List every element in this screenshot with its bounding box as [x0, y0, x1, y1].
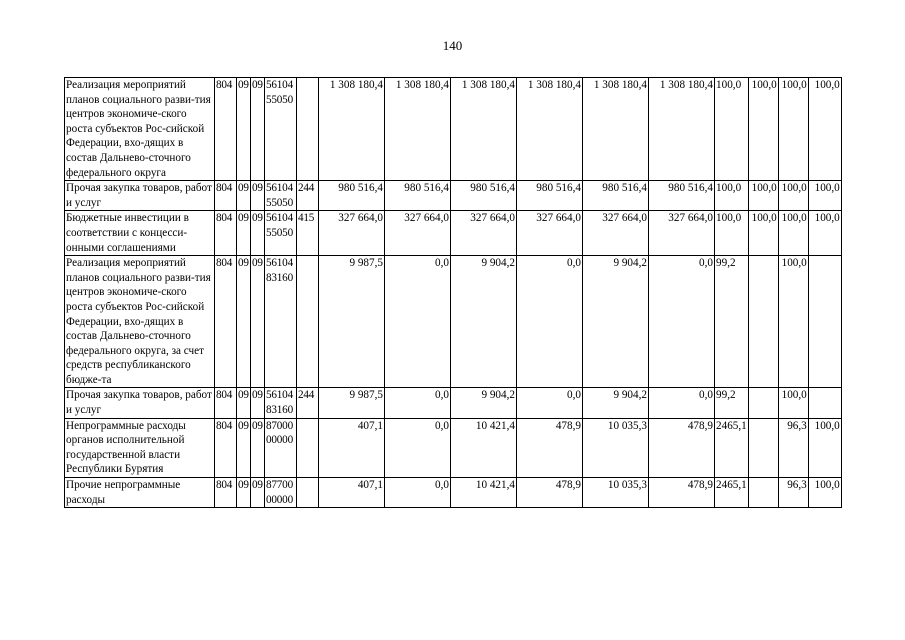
ministry-code-cell: 804	[215, 211, 237, 256]
subsection-code-cell: 09	[251, 211, 265, 256]
amount-cell-4: 327 664,0	[517, 211, 583, 256]
subsection-code-cell: 09	[251, 78, 265, 181]
percent-cell-3: 100,0	[778, 78, 808, 181]
amount-cell-2: 1 308 180,4	[385, 78, 451, 181]
percent-cell-2	[748, 478, 778, 508]
percent-cell-3: 100,0	[778, 211, 808, 256]
amount-cell-3: 9 904,2	[451, 388, 517, 418]
percent-cell-1: 2465,1	[715, 478, 749, 508]
expense-type-cell: 244	[297, 388, 319, 418]
percent-cell-4: 100,0	[808, 181, 841, 211]
page-number: 140	[442, 38, 463, 53]
target-article-cell: 87000 00000	[265, 418, 297, 477]
percent-cell-1: 100,0	[715, 78, 749, 181]
amount-cell-6: 478,9	[649, 418, 715, 477]
amount-cell-2: 0,0	[385, 418, 451, 477]
amount-cell-2: 0,0	[385, 388, 451, 418]
table-row	[65, 478, 842, 508]
subsection-code-cell: 09	[251, 418, 265, 477]
expense-type-cell: 415	[297, 211, 319, 256]
expense-type-cell	[297, 256, 319, 388]
percent-cell-1: 99,2	[715, 256, 749, 388]
ministry-code-cell: 804	[215, 388, 237, 418]
percent-cell-4: 100,0	[808, 78, 841, 181]
ministry-code-cell: 804	[215, 256, 237, 388]
amount-cell-6: 478,9	[649, 478, 715, 508]
amount-cell-6: 0,0	[649, 388, 715, 418]
amount-cell-3: 327 664,0	[451, 211, 517, 256]
target-article-cell: 56104 55050	[265, 78, 297, 181]
budget-table	[64, 77, 842, 508]
expense-type-cell	[297, 418, 319, 477]
percent-cell-3: 96,3	[778, 478, 808, 508]
percent-cell-2: 100,0	[748, 78, 778, 181]
amount-cell-4: 0,0	[517, 388, 583, 418]
ministry-code-cell: 804	[215, 418, 237, 477]
amount-cell-1: 1 308 180,4	[319, 78, 385, 181]
section-code-cell: 09	[237, 388, 251, 418]
amount-cell-5: 9 904,2	[583, 388, 649, 418]
amount-cell-4: 1 308 180,4	[517, 78, 583, 181]
amount-cell-5: 980 516,4	[583, 181, 649, 211]
table-row	[65, 388, 842, 418]
amount-cell-3: 980 516,4	[451, 181, 517, 211]
expense-type-cell	[297, 478, 319, 508]
table-row	[65, 418, 842, 477]
amount-cell-5: 10 035,3	[583, 478, 649, 508]
percent-cell-4: 100,0	[808, 211, 841, 256]
amount-cell-6: 980 516,4	[649, 181, 715, 211]
row-name-cell: Прочие непрограммные расходы	[65, 478, 215, 508]
subsection-code-cell: 09	[251, 181, 265, 211]
expense-type-cell	[297, 78, 319, 181]
amount-cell-3: 9 904,2	[451, 256, 517, 388]
percent-cell-3: 100,0	[778, 181, 808, 211]
percent-cell-2	[748, 388, 778, 418]
table-row	[65, 211, 842, 256]
row-name-cell: Прочая закупка товаров, работ и услуг	[65, 388, 215, 418]
amount-cell-1: 407,1	[319, 478, 385, 508]
table-body	[65, 78, 842, 508]
subsection-code-cell: 09	[251, 388, 265, 418]
row-name-cell: Прочая закупка товаров, работ и услуг	[65, 181, 215, 211]
section-code-cell: 09	[237, 181, 251, 211]
percent-cell-3: 100,0	[778, 388, 808, 418]
amount-cell-5: 327 664,0	[583, 211, 649, 256]
amount-cell-5: 10 035,3	[583, 418, 649, 477]
percent-cell-2	[748, 256, 778, 388]
section-code-cell: 09	[237, 478, 251, 508]
amount-cell-4: 478,9	[517, 418, 583, 477]
amount-cell-6: 0,0	[649, 256, 715, 388]
row-name-cell: Непрограммные расходы органов исполнительной государственной власти Республики Бурятия	[65, 418, 215, 477]
ministry-code-cell: 804	[215, 78, 237, 181]
ministry-code-cell: 804	[215, 478, 237, 508]
percent-cell-4: 100,0	[808, 418, 841, 477]
percent-cell-4	[808, 388, 841, 418]
table-row	[65, 78, 842, 181]
section-code-cell: 09	[237, 78, 251, 181]
amount-cell-3: 10 421,4	[451, 478, 517, 508]
ministry-code-cell: 804	[215, 181, 237, 211]
amount-cell-2: 980 516,4	[385, 181, 451, 211]
percent-cell-3: 96,3	[778, 418, 808, 477]
amount-cell-4: 478,9	[517, 478, 583, 508]
section-code-cell: 09	[237, 211, 251, 256]
section-code-cell: 09	[237, 256, 251, 388]
amount-cell-6: 327 664,0	[649, 211, 715, 256]
percent-cell-3: 100,0	[778, 256, 808, 388]
row-name-cell: Реализация мероприятий планов социального разви-тия центров экономиче-ского роста субъектов Рос-сийской Федерации, вхо-дящих в состав Дальнево-сточного федерального округа, за счет средств республиканского бюдже-та	[65, 256, 215, 388]
percent-cell-1: 100,0	[715, 181, 749, 211]
percent-cell-1: 2465,1	[715, 418, 749, 477]
amount-cell-5: 9 904,2	[583, 256, 649, 388]
amount-cell-5: 1 308 180,4	[583, 78, 649, 181]
subsection-code-cell: 09	[251, 256, 265, 388]
target-article-cell: 87700 00000	[265, 478, 297, 508]
percent-cell-4	[808, 256, 841, 388]
expense-type-cell: 244	[297, 181, 319, 211]
percent-cell-1: 100,0	[715, 211, 749, 256]
amount-cell-1: 980 516,4	[319, 181, 385, 211]
amount-cell-3: 10 421,4	[451, 418, 517, 477]
target-article-cell: 56104 83160	[265, 388, 297, 418]
target-article-cell: 56104 55050	[265, 211, 297, 256]
section-code-cell: 09	[237, 418, 251, 477]
percent-cell-2: 100,0	[748, 211, 778, 256]
amount-cell-2: 327 664,0	[385, 211, 451, 256]
row-name-cell: Реализация мероприятий планов социального разви-тия центров экономиче-ского роста субъектов Рос-сийской Федерации, вхо-дящих в состав Дальнево-сточного федерального округа	[65, 78, 215, 181]
amount-cell-1: 407,1	[319, 418, 385, 477]
amount-cell-1: 9 987,5	[319, 388, 385, 418]
amount-cell-3: 1 308 180,4	[451, 78, 517, 181]
table-row	[65, 181, 842, 211]
amount-cell-2: 0,0	[385, 478, 451, 508]
target-article-cell: 56104 83160	[265, 256, 297, 388]
percent-cell-2: 100,0	[748, 181, 778, 211]
row-name-cell: Бюджетные инвестиции в соответствии с концесси-онными соглашениями	[65, 211, 215, 256]
amount-cell-4: 980 516,4	[517, 181, 583, 211]
percent-cell-2	[748, 418, 778, 477]
amount-cell-6: 1 308 180,4	[649, 78, 715, 181]
amount-cell-4: 0,0	[517, 256, 583, 388]
amount-cell-1: 327 664,0	[319, 211, 385, 256]
percent-cell-1: 99,2	[715, 388, 749, 418]
subsection-code-cell: 09	[251, 478, 265, 508]
amount-cell-2: 0,0	[385, 256, 451, 388]
table-row	[65, 256, 842, 388]
amount-cell-1: 9 987,5	[319, 256, 385, 388]
percent-cell-4: 100,0	[808, 478, 841, 508]
target-article-cell: 56104 55050	[265, 181, 297, 211]
